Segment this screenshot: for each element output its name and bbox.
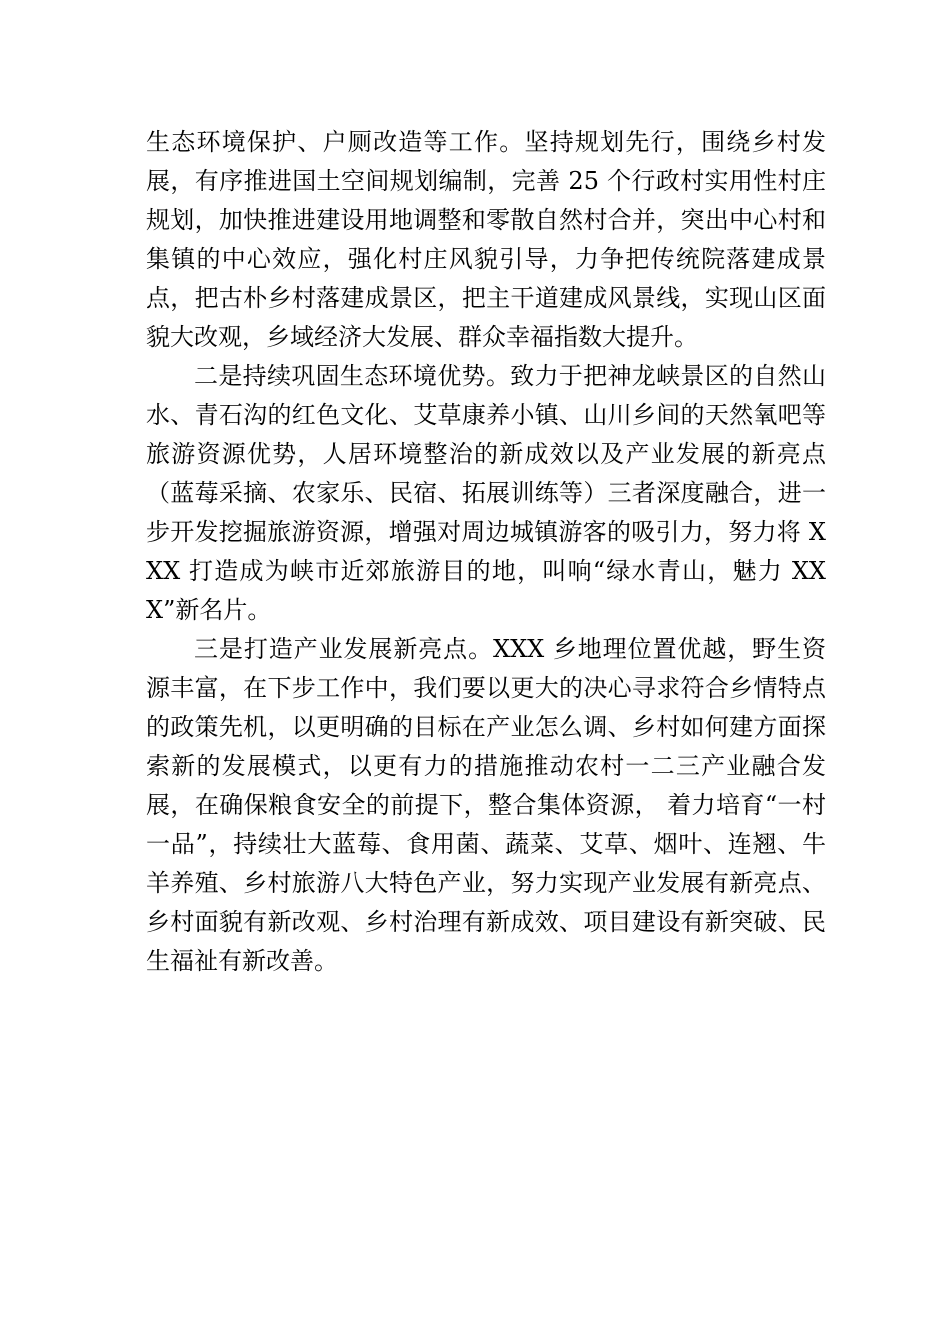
paragraph-industry: 三是打造产业发展新亮点。XXX 乡地理位置优越，野生资源丰富，在下步工作中，我们要以更大的决心寻求符合乡情特点的政策先机，以更明确的目标在产业怎么调、乡村如何建方面探索新的发展模式，以更有力的措施推动农村一二三产业融合发展，在确保粮食安全的前提下，整合集体资源， 着力培育“一村一品”，持续壮大蓝莓、食用菌、蔬菜、艾草、烟叶、连翘、牛羊养殖、乡村旅游八大特色产业，努力实现产业发展有新亮点、乡村面貌有新改观、乡村治理有新成效、项目建设有新突破、民生福祉有新改善。	[146, 635, 826, 975]
document-body	[146, 123, 826, 981]
paragraph-ecology: 二是持续巩固生态环境优势。致力于把神龙峡景区的自然山水、青石沟的红色文化、艾草康养小镇、山川乡间的天然氧吧等旅游资源优势，人居环境整治的新成效以及产业发展的新亮点（蓝莓采摘、农家乐、民宿、拓展训练等）三者深度融合，进一步开发挖掘旅游资源，增强对周边城镇游客的吸引力，努力将 XXX 打造成为峡市近郊旅游目的地，叫响“绿水青山，魅力 XXX”新名片。	[146, 362, 826, 624]
paragraph-continuation: 生态环境保护、户厕改造等工作。坚持规划先行，围绕乡村发展，有序推进国土空间规划编制，完善 25 个行政村实用性村庄规划，加快推进建设用地调整和零散自然村合并，突出中心村和集镇的中心效应，强化村庄风貌引导，力争把传统院落建成景点，把古朴乡村落建成景区，把主干道建成风景线，实现山区面貌大改观，乡域经济大发展、群众幸福指数大提升。	[146, 128, 826, 351]
